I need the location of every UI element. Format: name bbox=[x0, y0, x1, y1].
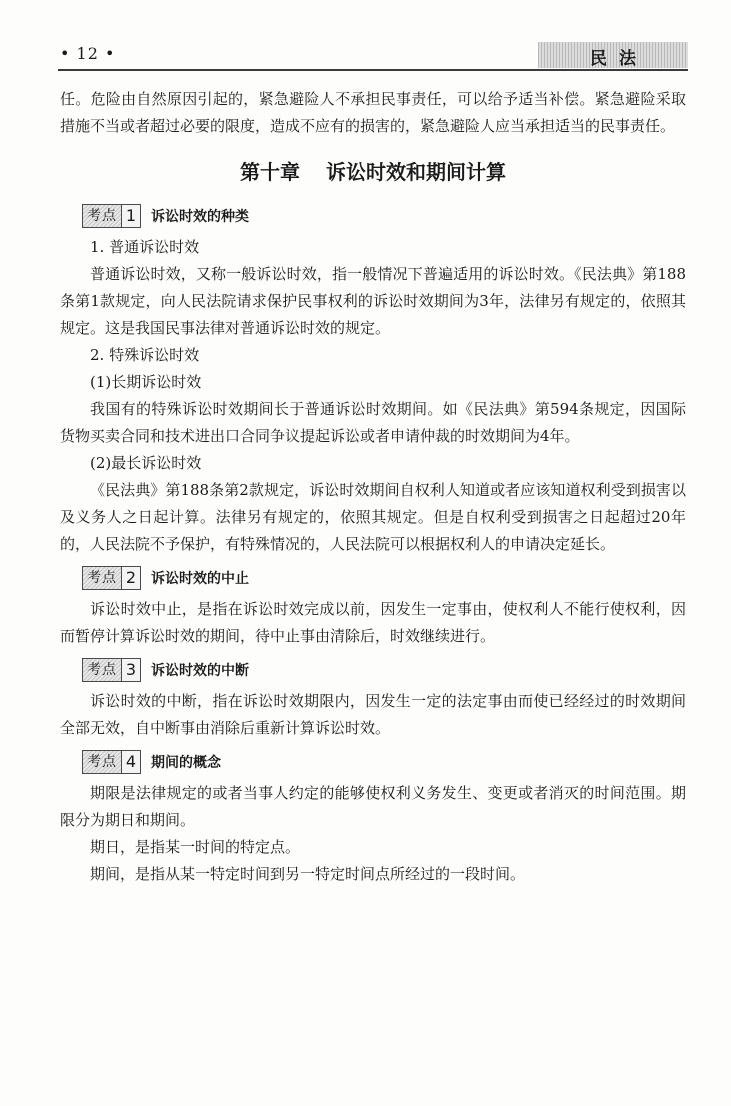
section-title: 期间的概念 bbox=[151, 755, 221, 771]
subheading: 2. 特殊诉讼时效 bbox=[90, 346, 200, 364]
kaodian-tag bbox=[82, 204, 141, 228]
section-title: 诉讼时效的种类 bbox=[151, 209, 249, 225]
subheading: (2)最长诉讼时效 bbox=[90, 454, 202, 472]
section-heading-1 bbox=[82, 202, 686, 230]
kaodian-tag bbox=[82, 658, 141, 682]
section-title: 诉讼时效的中止 bbox=[151, 571, 249, 587]
header-rule bbox=[58, 69, 688, 71]
paragraph: 期限是法律规定的或者当事人约定的能够使权利义务发生、变更或者消灭的时间范围。期限分为期日和期间。 bbox=[60, 784, 686, 829]
page-content bbox=[60, 86, 686, 888]
kaodian-number: 1 bbox=[121, 205, 140, 227]
subheading: 1. 普通诉讼时效 bbox=[90, 238, 200, 256]
section-heading-2 bbox=[82, 564, 686, 592]
section-heading-4 bbox=[82, 748, 686, 776]
kaodian-label: 考点 bbox=[83, 659, 121, 681]
paragraph: 我国有的特殊诉讼时效期间长于普通诉讼时效期间。如《民法典》第594条规定，因国际货物买卖合同和技术进出口合同争议提起诉讼或者申请仲裁的时效期间为4年。 bbox=[60, 400, 686, 445]
chapter-title bbox=[60, 158, 686, 186]
page-header bbox=[58, 40, 688, 72]
paragraph: 期间，是指从某一特定时间到另一特定时间点所经过的一段时间。 bbox=[90, 865, 526, 883]
kaodian-number: 3 bbox=[121, 659, 140, 681]
kaodian-label: 考点 bbox=[83, 205, 121, 227]
section-heading-3 bbox=[82, 656, 686, 684]
paragraph: 《民法典》第188条第2款规定，诉讼时效期间自权利人知道或者应该知道权利受到损害以及义务人之日起计算。法律另有规定的，依照其规定。但是自权利受到损害之日起超过20年的，人民法院不予保护，有特殊情况的，人民法院可以根据权利人的申请决定延长。 bbox=[60, 481, 686, 553]
section-title: 诉讼时效的中断 bbox=[151, 663, 249, 679]
chapter-name: 诉讼时效和期间计算 bbox=[326, 160, 506, 184]
kaodian-tag bbox=[82, 566, 141, 590]
running-title: 民法 bbox=[590, 49, 648, 69]
kaodian-number: 2 bbox=[121, 567, 140, 589]
paragraph: 诉讼时效中止，是指在诉讼时效完成以前，因发生一定事由，使权利人不能行使权利，因而暂停计算诉讼时效的期间，待中止事由清除后，时效继续进行。 bbox=[60, 600, 686, 645]
paragraph: 期日，是指某一时间的特定点。 bbox=[90, 838, 301, 856]
page-number: • 12 • bbox=[60, 44, 116, 63]
subheading: (1)长期诉讼时效 bbox=[90, 373, 202, 391]
paragraph: 普通诉讼时效，又称一般诉讼时效，指一般情况下普遍适用的诉讼时效。《民法典》第188条第1款规定，向人民法院请求保护民事权利的诉讼时效期间为3年，法律另有规定的，依照其规定。这是我国民事法律对普通诉讼时效的规定。 bbox=[60, 265, 686, 337]
kaodian-label: 考点 bbox=[83, 751, 121, 773]
paragraph: 诉讼时效的中断，指在诉讼时效期限内，因发生一定的法定事由而使已经经过的时效期间全部无效，自中断事由消除后重新计算诉讼时效。 bbox=[60, 692, 686, 737]
kaodian-label: 考点 bbox=[83, 567, 121, 589]
kaodian-tag bbox=[82, 750, 141, 774]
intro-paragraph: 任。危险由自然原因引起的，紧急避险人不承担民事责任，可以给予适当补偿。紧急避险采取措施不当或者超过必要的限度，造成不应有的损害的，紧急避险人应当承担适当的民事责任。 bbox=[60, 90, 686, 135]
kaodian-number: 4 bbox=[121, 751, 140, 773]
chapter-number: 第十章 bbox=[240, 160, 300, 184]
